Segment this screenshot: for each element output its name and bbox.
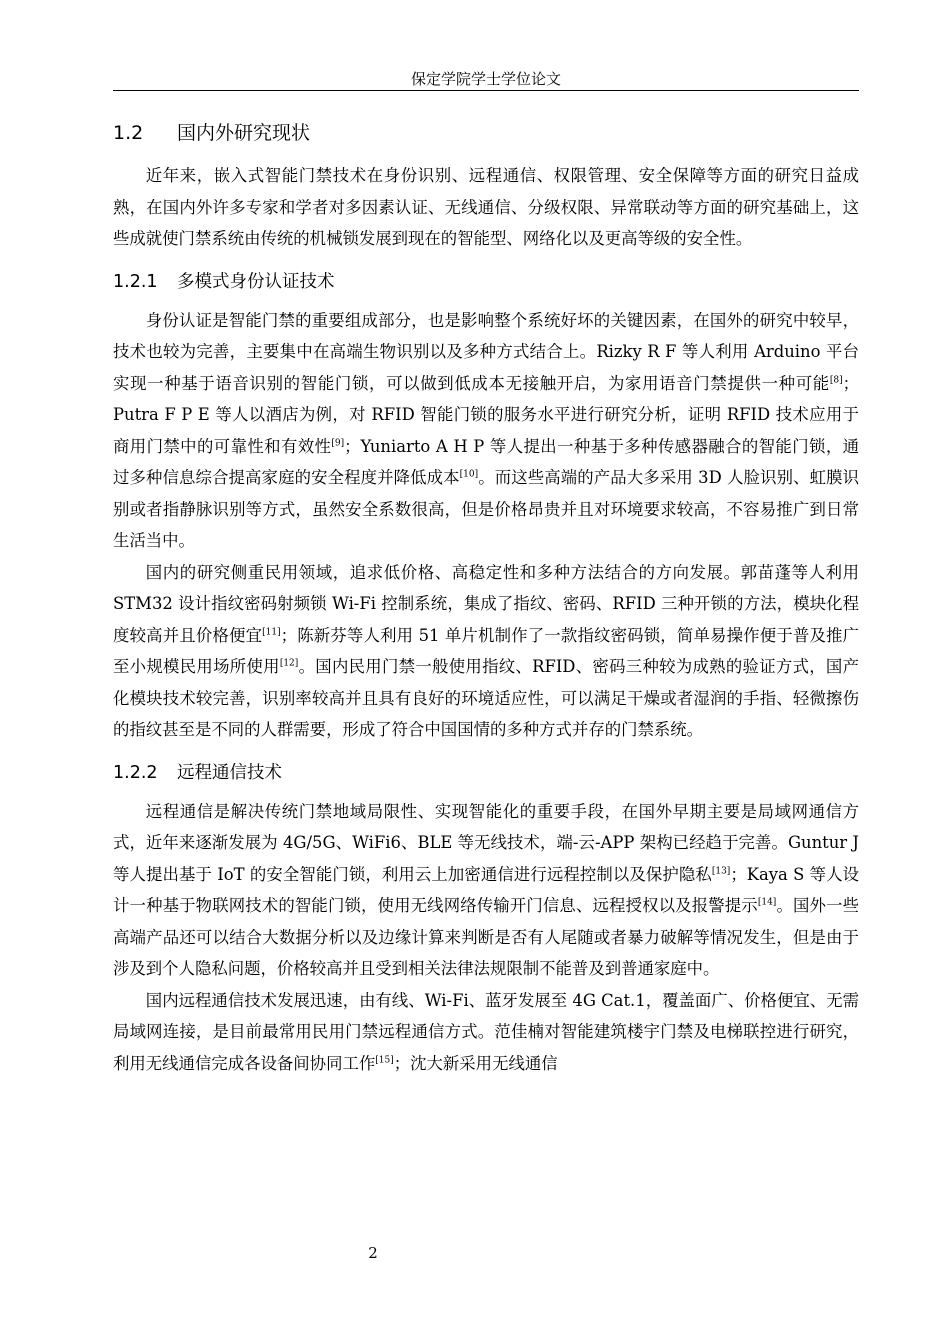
citation: [13]	[711, 866, 731, 877]
citation: [11]	[262, 627, 281, 638]
text-run: 。国外一些高端产品还可以结合大数据分析以及边缘计算来判断是否有人尾随或者暴力破解等情况发生，但是由于涉及到个人隐私问题，价格较高并且受到相关法律法规限制不能普及到普通家庭中。	[113, 896, 860, 978]
intro-paragraph: 近年来，嵌入式智能门禁技术在身份识别、远程通信、权限管理、安全保障等方面的研究日益成熟，在国内外许多专家和学者对多因素认证、无线通信、分级权限、异常联动等方面的研究基础上，这些成就使门禁系统由传统的机械锁发展到现在的智能型、网络化以及更高等级的安全性。	[113, 166, 859, 248]
page-body	[113, 118, 859, 1079]
section-heading	[113, 118, 859, 148]
page-number: 2	[368, 1244, 378, 1262]
citation: [15]	[375, 1055, 394, 1066]
text-run: ；Putra F P E 等人以酒店为例，对 RFID 智能门锁的服务水平进行研究分析，证明 RFID 技术应用于商用门禁中的可靠性和有效性	[113, 373, 859, 456]
paragraph	[113, 985, 859, 1080]
paragraph	[113, 557, 859, 746]
citation: [12]	[279, 658, 299, 669]
subsection-heading	[113, 758, 859, 788]
subsection-heading	[113, 267, 859, 297]
paragraph	[113, 796, 859, 985]
running-header: 保定学院学士学位论文	[113, 70, 859, 91]
subsection-title: 多模式身份认证技术	[177, 271, 335, 292]
section-title: 国内外研究现状	[177, 122, 311, 144]
text-run: 身份认证是智能门禁的重要组成部分，也是影响整个系统好坏的关键因素，在国外的研究中较早，技术也较为完善，主要集中在高端生物识别以及多种方式结合上。Rizky R F 等人利用 Arduino 平台实现一种基于语音识别的智能门锁，可以做到低成本无接触开启，为家用语音门禁提供一种可能	[113, 310, 859, 393]
subsection-number: 1.2.2	[113, 762, 158, 783]
text-run: 国内的研究侧重民用领域，追求低价格、高稳定性和多种方法结合的方向发展。郭苗蓬等人利用 STM32 设计指纹密码射频锁 Wi-Fi 控制系统，集成了指纹、密码、RFID 三种开锁的方法，模块化程度较高并且价格便宜	[113, 562, 859, 645]
paragraph	[113, 305, 859, 557]
text-run: ；Yuniarto A H P 等人提出一种基于多种传感器融合的智能门锁，通过多种信息综合提高家庭的安全程度并降低成本	[113, 436, 860, 487]
section-number: 1.2	[113, 122, 144, 144]
citation: [9]	[331, 438, 345, 449]
text-run: 。而这些高端的产品大多采用 3D 人脸识别、虹膜识别或者指静脉识别等方式，虽然安全系数很高，但是价格昂贵并且对环境要求较高，不容易推广到日常生活当中。	[113, 468, 859, 550]
citation: [8]	[829, 375, 843, 386]
text-run: 。国内民用门禁一般使用指纹、RFID、密码三种较为成熟的验证方式，国产化模块技术较完善，识别率较高并且具有良好的环境适应性，可以满足干燥或者湿润的手指、轻微擦伤的指纹甚至是不同的人群需要，形成了符合中国国情的多种方式并存的门禁系统。	[113, 657, 860, 739]
text-run: 国内远程通信技术发展迅速，由有线、Wi-Fi、蓝牙发展至 4G Cat.1，覆盖面广、价格便宜、无需局域网连接，是目前最常用民用门禁远程通信方式。范佳楠对智能建筑楼宇门禁及电梯联控进行研究，利用无线通信完成各设备间协同工作	[113, 990, 859, 1073]
citation: [14]	[757, 897, 777, 908]
subsection-title: 远程通信技术	[177, 762, 282, 783]
citation: [10]	[459, 469, 479, 480]
text-run: ；Kaya S 等人设计一种基于物联网技术的智能门锁，使用无线网络传输开门信息、远程授权以及报警提示	[113, 864, 859, 915]
subsection-number: 1.2.1	[113, 271, 158, 292]
text-run: 远程通信是解决传统门禁地域局限性、实现智能化的重要手段，在国外早期主要是局域网通信方式，近年来逐渐发展为 4G/5G、WiFi6、BLE 等无线技术，端-云-APP 架构已经趋于完善。Guntur J 等人提出基于 IoT 的安全智能门锁，利用云上加密通信进行远程控制以及保护隐私	[113, 801, 859, 884]
text-run: ；陈新芬等人利用 51 单片机制作了一款指纹密码锁，简单易操作便于普及推广至小规模民用场所使用	[113, 625, 859, 676]
text-run: ；沈大新采用无线通信	[393, 1053, 558, 1073]
